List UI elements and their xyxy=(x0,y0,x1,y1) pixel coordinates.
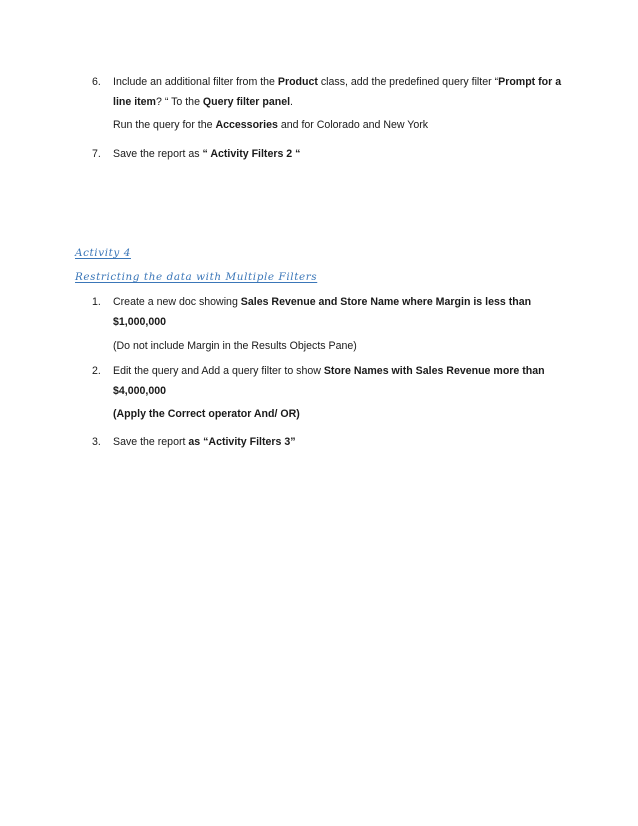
list-item-text xyxy=(113,361,573,401)
list-number: 3. xyxy=(92,436,101,448)
text-line: Create a new doc showing Sales Revenue and Store Name where Margin is less than xyxy=(113,296,532,308)
bold-text: Prompt for a xyxy=(498,76,562,88)
bold-text: “ Activity Filters 2 “ xyxy=(202,148,301,160)
bold-text: (Apply the Correct operator And/ OR) xyxy=(113,408,300,420)
list-item-text xyxy=(113,292,573,332)
bold-text: Product xyxy=(277,76,318,88)
list-item-text: Save the report as “Activity Filters 3” xyxy=(113,436,296,448)
text-line: Include an additional filter from the Product class, add the predefined query filter “Prompt for a xyxy=(113,76,562,88)
activity-subheading: Restricting the data with Multiple Filters xyxy=(75,271,318,283)
list-number: 1. xyxy=(92,296,101,308)
note-paragraph: Run the query for the Accessories and for Colorado and New York xyxy=(113,119,429,131)
bold-text: $1,000,000 xyxy=(113,316,167,328)
list-item-text: Save the report as “ Activity Filters 2 “ xyxy=(113,148,301,160)
bold-text: Sales Revenue and Store Name where Margin is less than xyxy=(240,296,532,308)
note-paragraph xyxy=(113,404,573,424)
bold-text: line item xyxy=(113,96,156,108)
list-number: 2. xyxy=(92,365,101,377)
text-line xyxy=(113,381,573,401)
list-number: 7. xyxy=(92,148,101,160)
text-line: line item? “ To the Query filter panel. xyxy=(113,96,293,108)
activity-heading: Activity 4 xyxy=(75,247,131,259)
text-line: Edit the query and Add a query filter to show Store Names with Sales Revenue more than xyxy=(113,365,545,377)
note-paragraph: (Do not include Margin in the Results Objects Pane) xyxy=(113,340,357,352)
bold-text: $4,000,000 xyxy=(113,385,167,397)
bold-text: as “Activity Filters 3” xyxy=(188,436,296,448)
list-item-text xyxy=(113,72,573,112)
list-number: 6. xyxy=(92,76,101,88)
bold-text: Query filter panel xyxy=(202,96,291,108)
bold-text: Store Names with Sales Revenue more than xyxy=(323,365,545,377)
text-line xyxy=(113,312,573,332)
bold-text: Accessories xyxy=(215,119,278,131)
